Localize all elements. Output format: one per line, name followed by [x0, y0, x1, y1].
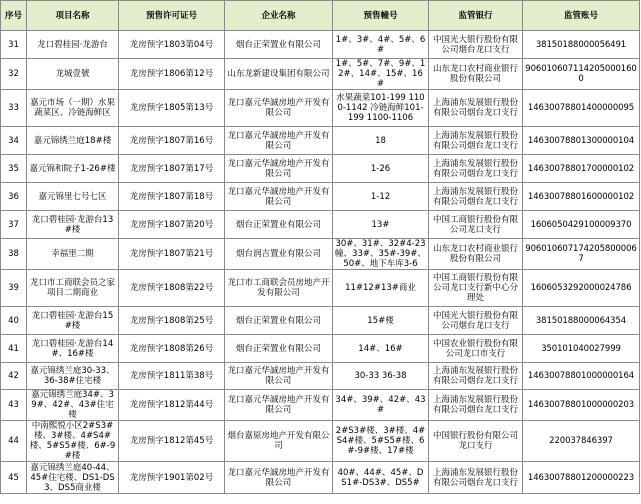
- cell-index: 40: [1, 307, 27, 335]
- cell-index: 39: [1, 270, 27, 307]
- cell-permit-number: 龙房预字1812第45号: [119, 421, 225, 462]
- cell-index: 34: [1, 127, 27, 155]
- cell-account: 1606053292000024786: [523, 270, 640, 307]
- table-row: [1, 335, 640, 363]
- cell-project-name: 幸福里二期: [27, 239, 119, 270]
- cell-bank: 上海浦东发展银行股份有限公司烟台龙口支行: [429, 90, 523, 127]
- cell-bank: 中国农业银行股份有限公司龙口市支行: [429, 335, 523, 363]
- cell-bank: 上海浦东发展银行股份有限公司烟台龙口支行: [429, 462, 523, 494]
- cell-index: 45: [1, 462, 27, 494]
- table-body: [1, 31, 640, 494]
- cell-project-name: 龙口碧桂园·龙游台13#楼: [27, 211, 119, 239]
- cell-index: 37: [1, 211, 27, 239]
- cell-company-name: 龙口市工商联会员房地产开发有限公司: [225, 270, 333, 307]
- cell-index: 31: [1, 31, 27, 59]
- cell-permit-number: 龙房预字1805第13号: [119, 90, 225, 127]
- table-row: [1, 462, 640, 494]
- header-project-name: 项目名称: [27, 1, 119, 31]
- cell-account: 220037846397: [523, 421, 640, 462]
- cell-permit-number: 龙房预字1808第22号: [119, 270, 225, 307]
- cell-buildings: 1#、3#、4#、5#、6#: [333, 31, 429, 59]
- cell-index: 36: [1, 183, 27, 211]
- cell-account: 14630078801700000102: [523, 155, 640, 183]
- table-row: [1, 59, 640, 90]
- cell-bank: 中国光大银行股份有限公司烟台龙口支行: [429, 31, 523, 59]
- cell-permit-number: 龙房预字1807第17号: [119, 155, 225, 183]
- cell-bank: 中国银行股份有限公司龙口支行: [429, 421, 523, 462]
- cell-index: 33: [1, 90, 27, 127]
- cell-permit-number: 龙房预字1807第18号: [119, 183, 225, 211]
- cell-company-name: 龙口嘉元华誠房地产开发有限公司: [225, 127, 333, 155]
- cell-bank: 上海浦东发展银行股份有限公司烟台龙口支行: [429, 127, 523, 155]
- table-row: [1, 183, 640, 211]
- cell-bank: 上海浦东发展银行股份有限公司烟台龙口支行: [429, 183, 523, 211]
- cell-account: 1606050429100009370: [523, 211, 640, 239]
- cell-account: 350101040027999: [523, 335, 640, 363]
- cell-account: 14630078801000000164: [523, 363, 640, 390]
- cell-company-name: 烟台正荣置业有限公司: [225, 31, 333, 59]
- cell-index: 41: [1, 335, 27, 363]
- cell-project-name: 龙口碧桂园·龙游台14#、16#楼: [27, 335, 119, 363]
- table-header: [1, 1, 640, 31]
- header-permit-number: 预售许可证号: [119, 1, 225, 31]
- cell-permit-number: 龙房预字1901第02号: [119, 462, 225, 494]
- cell-bank: 上海浦东发展银行股份有限公司烟台龙口支行: [429, 363, 523, 390]
- cell-permit-number: 龙房预字1807第21号: [119, 239, 225, 270]
- cell-permit-number: 龙房预字1812第44号: [119, 390, 225, 421]
- cell-project-name: 龙城壹號: [27, 59, 119, 90]
- cell-permit-number: 龙房预字1811第38号: [119, 363, 225, 390]
- cell-permit-number: 龙房预字1806第12号: [119, 59, 225, 90]
- table-row: [1, 211, 640, 239]
- cell-account: 38150188000064354: [523, 307, 640, 335]
- cell-project-name: 嘉元锦和院子1-26#楼: [27, 155, 119, 183]
- cell-project-name: 龙口市工商联会员之家项目二期商业: [27, 270, 119, 307]
- cell-buildings: 2#S3#楼、3#楼、4#S4#楼、5#S5#楼、6#-9#楼、17#楼: [333, 421, 429, 462]
- cell-project-name: 嘉元锦绣兰庭34#、39#、42#、43#住宅楼: [27, 390, 119, 421]
- cell-permit-number: 龙房预字1803第04号: [119, 31, 225, 59]
- cell-permit-number: 龙房预字1807第16号: [119, 127, 225, 155]
- cell-buildings: 30#、31#、32#4-23幢、33#、35#-39#、50#、地下车库3-6: [333, 239, 429, 270]
- cell-bank: 上海浦东发展银行股份有限公司烟台龙口支行: [429, 155, 523, 183]
- cell-company-name: 龙口嘉元华誠房地产开发有限公司: [225, 90, 333, 127]
- cell-company-name: 龙口嘉元华誠房地产开发有限公司: [225, 155, 333, 183]
- cell-bank: 中国光大银行股份有限公司烟台龙口支行: [429, 307, 523, 335]
- cell-account: 14630078801300000104: [523, 127, 640, 155]
- cell-account: 14630078801200000223: [523, 462, 640, 494]
- cell-company-name: 龙口嘉元华誠房地产开发有限公司: [225, 390, 333, 421]
- cell-project-name: 龙口碧桂园·龙游台15#楼: [27, 307, 119, 335]
- cell-account: 9060106071142050001600: [523, 59, 640, 90]
- table-row: [1, 307, 640, 335]
- cell-buildings: 水果蔬菜101-199 1100-1142 冷链海鲜101-199 1100-1106: [333, 90, 429, 127]
- header-account: 监管账号: [523, 1, 640, 31]
- cell-buildings: 18: [333, 127, 429, 155]
- cell-buildings: 1-26: [333, 155, 429, 183]
- cell-buildings: 11#12#13#商业: [333, 270, 429, 307]
- cell-index: 44: [1, 421, 27, 462]
- cell-company-name: 龙口嘉元华誠房地产开发有限公司: [225, 183, 333, 211]
- table-row: [1, 127, 640, 155]
- cell-bank: 中国工商银行股份有限公司龙口支行新中心分理处: [429, 270, 523, 307]
- cell-buildings: 34#、39#、42#、43#: [333, 390, 429, 421]
- cell-buildings: 15#楼: [333, 307, 429, 335]
- cell-company-name: 龙口嘉元华誠房地产开发有限公司: [225, 462, 333, 494]
- cell-project-name: 嘉元锦绣兰庭40-44、45#住宅楼、DS1-DS3、DS5商业楼: [27, 462, 119, 494]
- cell-bank: 山东龙口农村商业银行股份有限公司: [429, 239, 523, 270]
- cell-permit-number: 龙房预字1807第20号: [119, 211, 225, 239]
- cell-company-name: 山东龙新建设集团有限公司: [225, 59, 333, 90]
- header-row: [1, 1, 640, 31]
- table-row: [1, 31, 640, 59]
- table-row: [1, 239, 640, 270]
- cell-buildings: 13#: [333, 211, 429, 239]
- cell-index: 32: [1, 59, 27, 90]
- cell-index: 42: [1, 363, 27, 390]
- table-row: [1, 363, 640, 390]
- cell-project-name: 嘉元锦里七号七区: [27, 183, 119, 211]
- cell-bank: 山东龙口农村商业银行股份有限公司: [429, 59, 523, 90]
- header-company-name: 企业名称: [225, 1, 333, 31]
- cell-buildings: 40#、44#、45#、DS1#-DS3#、DS5#: [333, 462, 429, 494]
- cell-buildings: 1#、5#、7#、9#、12#、14#、15#、16#: [333, 59, 429, 90]
- header-index: 序号: [1, 1, 27, 31]
- cell-company-name: 烟台正荣置业有限公司: [225, 335, 333, 363]
- cell-project-name: 嘉元锦绣兰庭18#楼: [27, 127, 119, 155]
- cell-buildings: 14#、16#: [333, 335, 429, 363]
- cell-buildings: 1-12: [333, 183, 429, 211]
- table-row: [1, 390, 640, 421]
- cell-index: 35: [1, 155, 27, 183]
- cell-permit-number: 龙房预字1808第26号: [119, 335, 225, 363]
- cell-company-name: 烟台嘉原房地产开发有限公司: [225, 421, 333, 462]
- table-row: [1, 270, 640, 307]
- cell-bank: 上海浦东发展银行股份有限公司烟台龙口支行: [429, 390, 523, 421]
- table-row: [1, 155, 640, 183]
- cell-company-name: 烟台润吉置业有限公司: [225, 239, 333, 270]
- cell-company-name: 烟台正荣置业有限公司: [225, 211, 333, 239]
- header-bank: 监管银行: [429, 1, 523, 31]
- cell-buildings: 30-33 36-38: [333, 363, 429, 390]
- cell-project-name: 龙口碧桂园·龙游台: [27, 31, 119, 59]
- cell-index: 38: [1, 239, 27, 270]
- cell-project-name: 中南熙悦小区2#S3#楼、3#楼、4#S4#楼、5#S5#楼、6#-9#楼: [27, 421, 119, 462]
- cell-company-name: 烟台正荣置业有限公司: [225, 307, 333, 335]
- cell-account: 14630078801000000203: [523, 390, 640, 421]
- cell-account: 9060106071742058000067: [523, 239, 640, 270]
- cell-account: 38150188000056491: [523, 31, 640, 59]
- cell-permit-number: 龙房预字1808第25号: [119, 307, 225, 335]
- cell-company-name: 龙口嘉元华誠房地产开发有限公司: [225, 363, 333, 390]
- cell-account: 14630078801600000102: [523, 183, 640, 211]
- table-row: [1, 421, 640, 462]
- cell-project-name: 嘉元锦绣兰庭30-33、36-38#住宅楼: [27, 363, 119, 390]
- table-row: [1, 90, 640, 127]
- header-buildings: 预售幢号: [333, 1, 429, 31]
- cell-index: 43: [1, 390, 27, 421]
- cell-bank: 中国工商银行股份有限公司龙口支行: [429, 211, 523, 239]
- cell-project-name: 嘉元市场（一期）水果蔬菜区、冷链海鲜区: [27, 90, 119, 127]
- cell-account: 14630078801400000095: [523, 90, 640, 127]
